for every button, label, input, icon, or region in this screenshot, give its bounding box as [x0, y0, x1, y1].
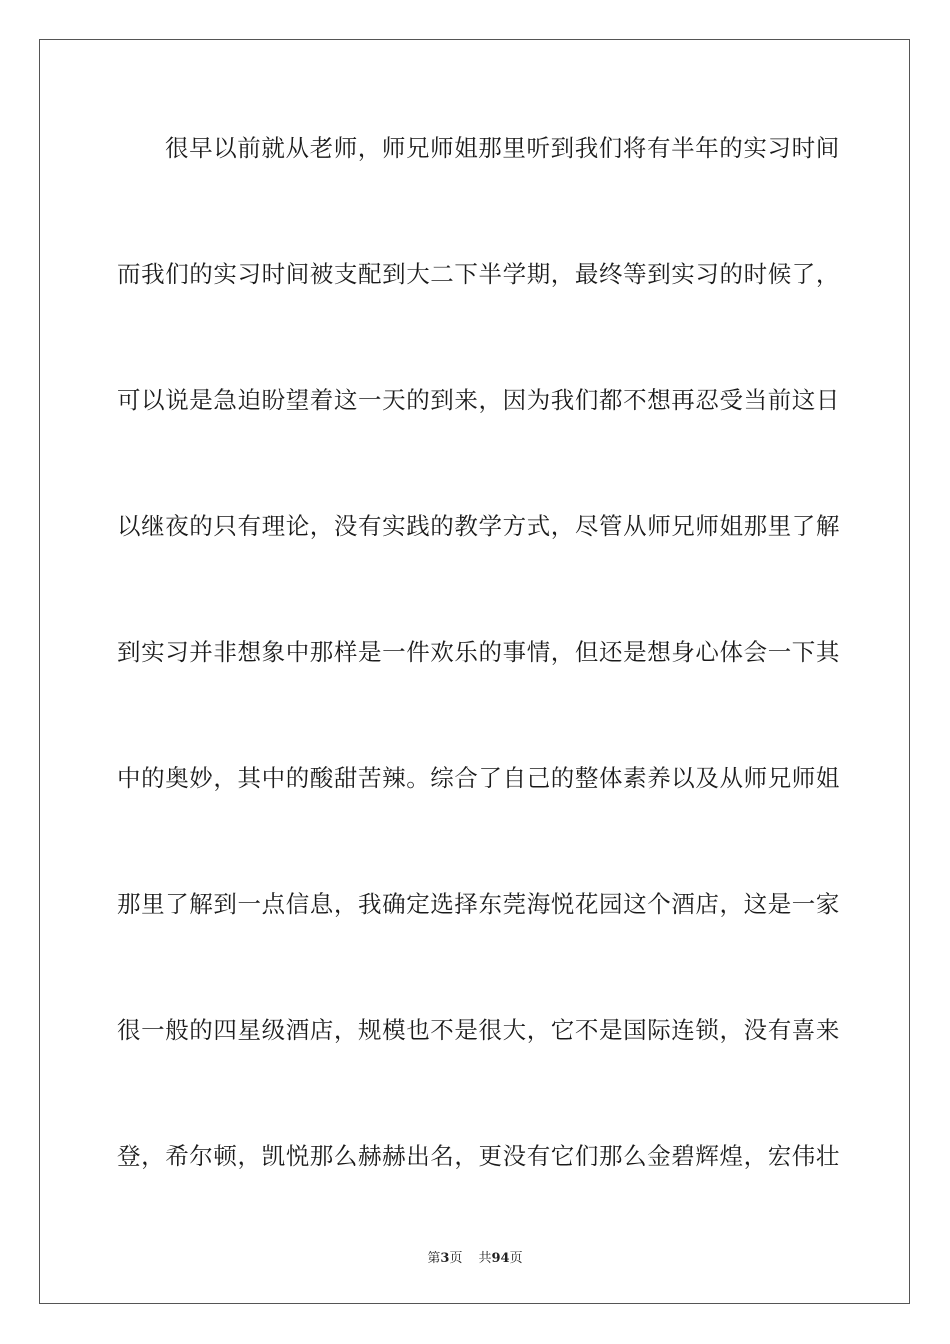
paragraph-line-1: 很早以前就从老师，师兄师姐那里听到我们将有半年的实习时间	[165, 134, 840, 162]
page-label-suffix: 页	[449, 1251, 463, 1266]
total-label-prefix: 共	[478, 1251, 492, 1266]
paragraph-line-2: 而我们的实习时间被支配到大二下半学期，最终等到实习的时候了，	[117, 260, 840, 288]
page-footer	[0, 1247, 950, 1266]
page-number: 3	[440, 1251, 450, 1266]
paragraph-line-5: 到实习并非想象中那样是一件欢乐的事情，但还是想身心体会一下其	[117, 638, 840, 666]
paragraph-line-9: 登，希尔顿，凯悦那么赫赫出名，更没有它们那么金碧辉煌，宏伟壮	[117, 1142, 840, 1170]
page-label-prefix: 第	[427, 1251, 441, 1266]
paragraph-line-8: 很一般的四星级酒店，规模也不是很大，它不是国际连锁，没有喜来	[117, 1016, 840, 1044]
paragraph-line-3: 可以说是急迫盼望着这一天的到来，因为我们都不想再忍受当前这日	[117, 386, 840, 414]
total-pages: 94	[491, 1251, 510, 1266]
paragraph-line-4: 以继夜的只有理论，没有实践的教学方式，尽管从师兄师姐那里了解	[117, 512, 840, 540]
paragraph-line-6: 中的奥妙，其中的酸甜苦辣。综合了自己的整体素养以及从师兄师姐	[117, 764, 840, 792]
total-label-suffix: 页	[509, 1251, 523, 1266]
paragraph-line-7: 那里了解到一点信息，我确定选择东莞海悦花园这个酒店，这是一家	[117, 890, 840, 918]
